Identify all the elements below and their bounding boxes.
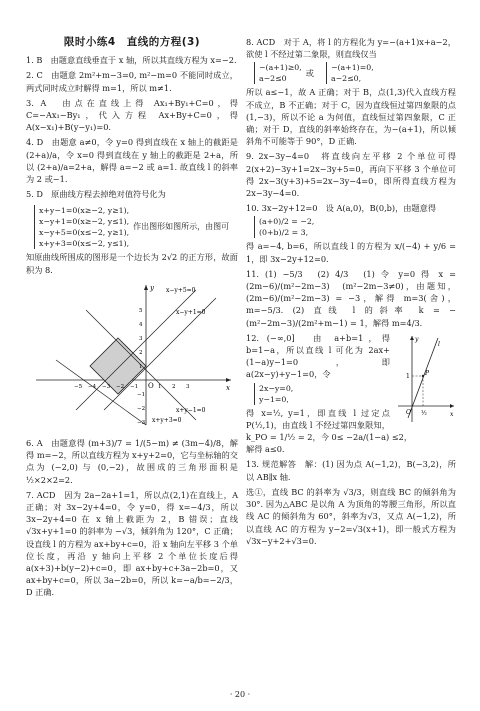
label-l4: x+y−1=0 bbox=[176, 406, 206, 414]
square-figure-svg bbox=[26, 280, 238, 430]
system-line: −(a+1)=0, bbox=[330, 63, 374, 73]
system-line: x−y+5=0(x≤−2, y≥1), bbox=[39, 228, 130, 238]
answer-8-systems bbox=[246, 60, 456, 86]
system-line: x+y−1=0(x≥−2, y≥1), bbox=[39, 206, 130, 216]
x-axis-arrow bbox=[450, 404, 454, 408]
system-line: a−2≤0, bbox=[330, 74, 362, 84]
answer-12-block bbox=[246, 332, 456, 456]
tick-x: −5 bbox=[74, 383, 83, 390]
tick-x: −1 bbox=[130, 383, 139, 390]
tick-x: −4 bbox=[88, 383, 97, 390]
answer-13: 13. 规范解答 解：(1) 因为点 A(−1,2)，B(−3,2)，所以 AB∥x 轴. bbox=[246, 459, 456, 482]
label-l2: x−y+1=0 bbox=[176, 308, 206, 316]
tick-y: 4 bbox=[139, 321, 143, 328]
system-line: 2x−y=0, bbox=[259, 383, 294, 393]
label-half: ½ bbox=[421, 409, 427, 417]
system-line: (0+b)/2 = 3, bbox=[259, 228, 309, 238]
tick-x: 3 bbox=[186, 383, 190, 390]
answer-8-or: 或 bbox=[305, 68, 314, 79]
label-p: P bbox=[425, 369, 430, 377]
system-line: a−2≤0 bbox=[259, 74, 287, 84]
answer-6: 6. A 由题意得 (m+3)/7 = 1/(5−m) ≠ (3m−4)/8，解得 m=−2，所以直线方程为 x+y+2=0，它与坐标轴的交点为 (−2,0) 与 (0,−2)，故围成的三角形面积是 ½×2×2=2. bbox=[26, 438, 238, 485]
answer-12-middle: 得 x=½, y=1，即直线 l 过定点 P(½,1)，由直线 l 不经过第四象限知，k_PO = 1/½ = 2，今 0≤ −2a/(1−a) ≤2， bbox=[246, 407, 413, 443]
system-line: x−y+1=0(x≥−2, y≤1), bbox=[39, 217, 130, 227]
x-axis-arrow bbox=[226, 378, 231, 382]
label-l1: x−y+5=0 bbox=[166, 286, 196, 294]
system-line: −(a+1)≥0, bbox=[259, 63, 302, 73]
page-number: · 20 · bbox=[229, 690, 251, 699]
y-axis-arrow bbox=[410, 336, 414, 340]
origin-label: O bbox=[148, 381, 154, 390]
square-figure bbox=[26, 280, 238, 433]
tick-y: −2 bbox=[137, 405, 146, 412]
tick-x: 1 bbox=[158, 383, 162, 390]
left-column bbox=[26, 36, 238, 602]
point-p bbox=[422, 375, 424, 377]
label-y: y bbox=[415, 335, 419, 343]
line-x-y-plus-5 bbox=[76, 290, 196, 410]
answer-3: 3. A 由点在直线上得 Ax₁+By₁+C=0，得 C=−Ax₁−By₁，代入方程 Ax+By+C=0，得 A(x−x₁)+B(y−y₁)=0. bbox=[26, 97, 238, 133]
answer-5-system-row bbox=[26, 203, 238, 251]
answer-5-system bbox=[34, 205, 129, 249]
answer-12-conclusion: 解得 a≤0. bbox=[246, 444, 285, 455]
x-label: x bbox=[226, 383, 230, 392]
answer-5-intro: 5. D 原曲线方程去掉绝对值符号化为 bbox=[26, 189, 166, 200]
answer-8-body: 所以 a≤−1，故 A 正确；对于 B，点(1,3)代入直线方程不成立，B 不正确；对于 C，因为直线恒过第四象限的点(1,−3)，所以不论 a 为何值，直线恒过第四象限，C 正确；对于 D，直线的斜率始终存在，为−(a+1)，所以倾斜角不可能等于 90°，D 正确. bbox=[246, 87, 456, 147]
tick-y: −1 bbox=[137, 391, 146, 398]
y-axis-arrow bbox=[144, 285, 148, 290]
answer-8-system-2 bbox=[326, 62, 374, 84]
answer-4: 4. D 由题意 a≠0，令 y=0 得到直线在 x 轴上的截距是 (2+a)/a，令 x=0 得到直线在 y 轴上的截距是 2+a，所以 (2+a)/a=2+a，解得 a=−2 或 a=1. 故直线 l 的斜率为 2 或−1. bbox=[26, 137, 238, 185]
system-line: x+y+3=0(x≤−2, y≤1), bbox=[39, 239, 130, 249]
tick-y: 2 bbox=[139, 349, 143, 356]
y-label: y bbox=[150, 283, 154, 292]
right-column bbox=[246, 36, 456, 550]
answer-10-system bbox=[254, 216, 456, 238]
answer-5-side-text: 作出图形如图所示，由图可 bbox=[133, 222, 230, 232]
answer-7: 7. ACD 因为 2a−2a+1=1，所以点(2,1)在直线上，A 正确；对 3x−2y+4=0，令 y=0，得 x=−4/3，所以 3x−2y+4=0 在 x 轴上截距为 2，B 错误；直线 √3x+y+1=0 的斜率为 −√3，倾斜角为 120°，C 正确；设直线 l 的方程为 ax+by+c=0，沿 x 轴向左平移 3 个单位长度，再沿 y 轴向上平移 2 个单位长度后得 a(x+3)+b(y−2)+c=0，即 ax+by+c+3a−2b=0，又 ax+by+c=0，所以 3a−2b=0，所以 k=−a/b=−2/3，D 正确. bbox=[26, 489, 238, 598]
answer-10-intro: 10. 3x−2y+12=0 设 A(a,0)，B(0,b)，由题意得 bbox=[246, 203, 437, 214]
tick-x: −2 bbox=[116, 383, 125, 390]
line-through-p-figure bbox=[394, 332, 456, 424]
tick-y: 3 bbox=[139, 335, 143, 342]
label-x: x bbox=[450, 410, 454, 418]
answer-8-intro: 8. ACD 对于 A，将 l 的方程化为 y=−(a+1)x+a−2，欲使 l 不经过第二象限，则直线仅当 bbox=[246, 37, 456, 60]
tick-x: 2 bbox=[172, 383, 176, 390]
answer-2: 2. C 由题意 2m²+m−3=0, m²−m=0 不能同时成立，两式同时成立时解得 m=1，所以 m≠1. bbox=[26, 70, 238, 93]
label-one: 1 bbox=[406, 372, 410, 380]
answer-10-body: 得 a=−4, b=6，所以直线 l 的方程为 x/(−4) + y/6 = 1，即 3x−2y+12=0. bbox=[246, 241, 456, 264]
tick-y: 1 bbox=[139, 363, 143, 370]
answer-12-intro: 12. (−∞,0] 由 a+b=1，得 b=1−a，所以直线 l 可化为 2ax+(1−a)y−1=0，即 a(2x−y)+y−1=0，令 bbox=[246, 332, 390, 380]
page-title: 限时小练4 直线的方程(3) bbox=[63, 36, 201, 48]
label-l: l bbox=[438, 340, 440, 348]
system-line: y−1=0, bbox=[259, 394, 289, 404]
answer-13-body: 选①，直线 BC 的斜率为 √3/3，则直线 BC 的倾斜角为 30°. 因为△ABC 是以角 A 为顶角的等腰三角形，所以直线 AC 的倾斜角为 60°，斜率为√3，又点 A(−1,2)，所以直线 AC 的方程为 y−2=√3(x+1)，即一般式方程为 √3x−y+2+√3=0. bbox=[246, 486, 456, 546]
tick-x: −3 bbox=[102, 383, 111, 390]
answer-11: 11. (1) −5/3 (2) 4/3 (1) 令 y=0 得 x = (2m−6)/(m²−2m−3) (m²−2m−3≠0)，由题知，(2m−6)/(m²−2m−3) = −3，解得 m=3(舍)，m=−5/3. (2) 直线 l 的斜率 k = −(m²−2m−3)/(2m²+m−1) = 1，解得 m=4/3. bbox=[246, 268, 456, 328]
tick-y: 5 bbox=[139, 307, 143, 314]
answer-8-system-1 bbox=[254, 62, 302, 84]
label-o: O bbox=[406, 408, 411, 416]
tick-y: −3 bbox=[137, 419, 146, 426]
answer-5-conclusion: 知原曲线所围成的图形是一个边长为 2√2 的正方形，故面积为 8. bbox=[26, 252, 238, 275]
label-l3: x+y+3=0 bbox=[152, 416, 182, 424]
answer-1: 1. B 由题意直线垂直于 x 轴，所以其直线方程为 x=−2. bbox=[26, 55, 237, 66]
answer-9: 9. 2x−3y−4=0 将直线向左平移 2 个单位可得 2(x+2)−3y+1=2x−3y+5=0，再向下平移 3 个单位可得 2x−3(y+3)+5=2x−3y−4=0，即所得直线方程为 2x−3y−4=0. bbox=[246, 151, 456, 199]
answer-12-system bbox=[254, 383, 293, 405]
system-line: (a+0)/2 = −2, bbox=[259, 217, 315, 227]
